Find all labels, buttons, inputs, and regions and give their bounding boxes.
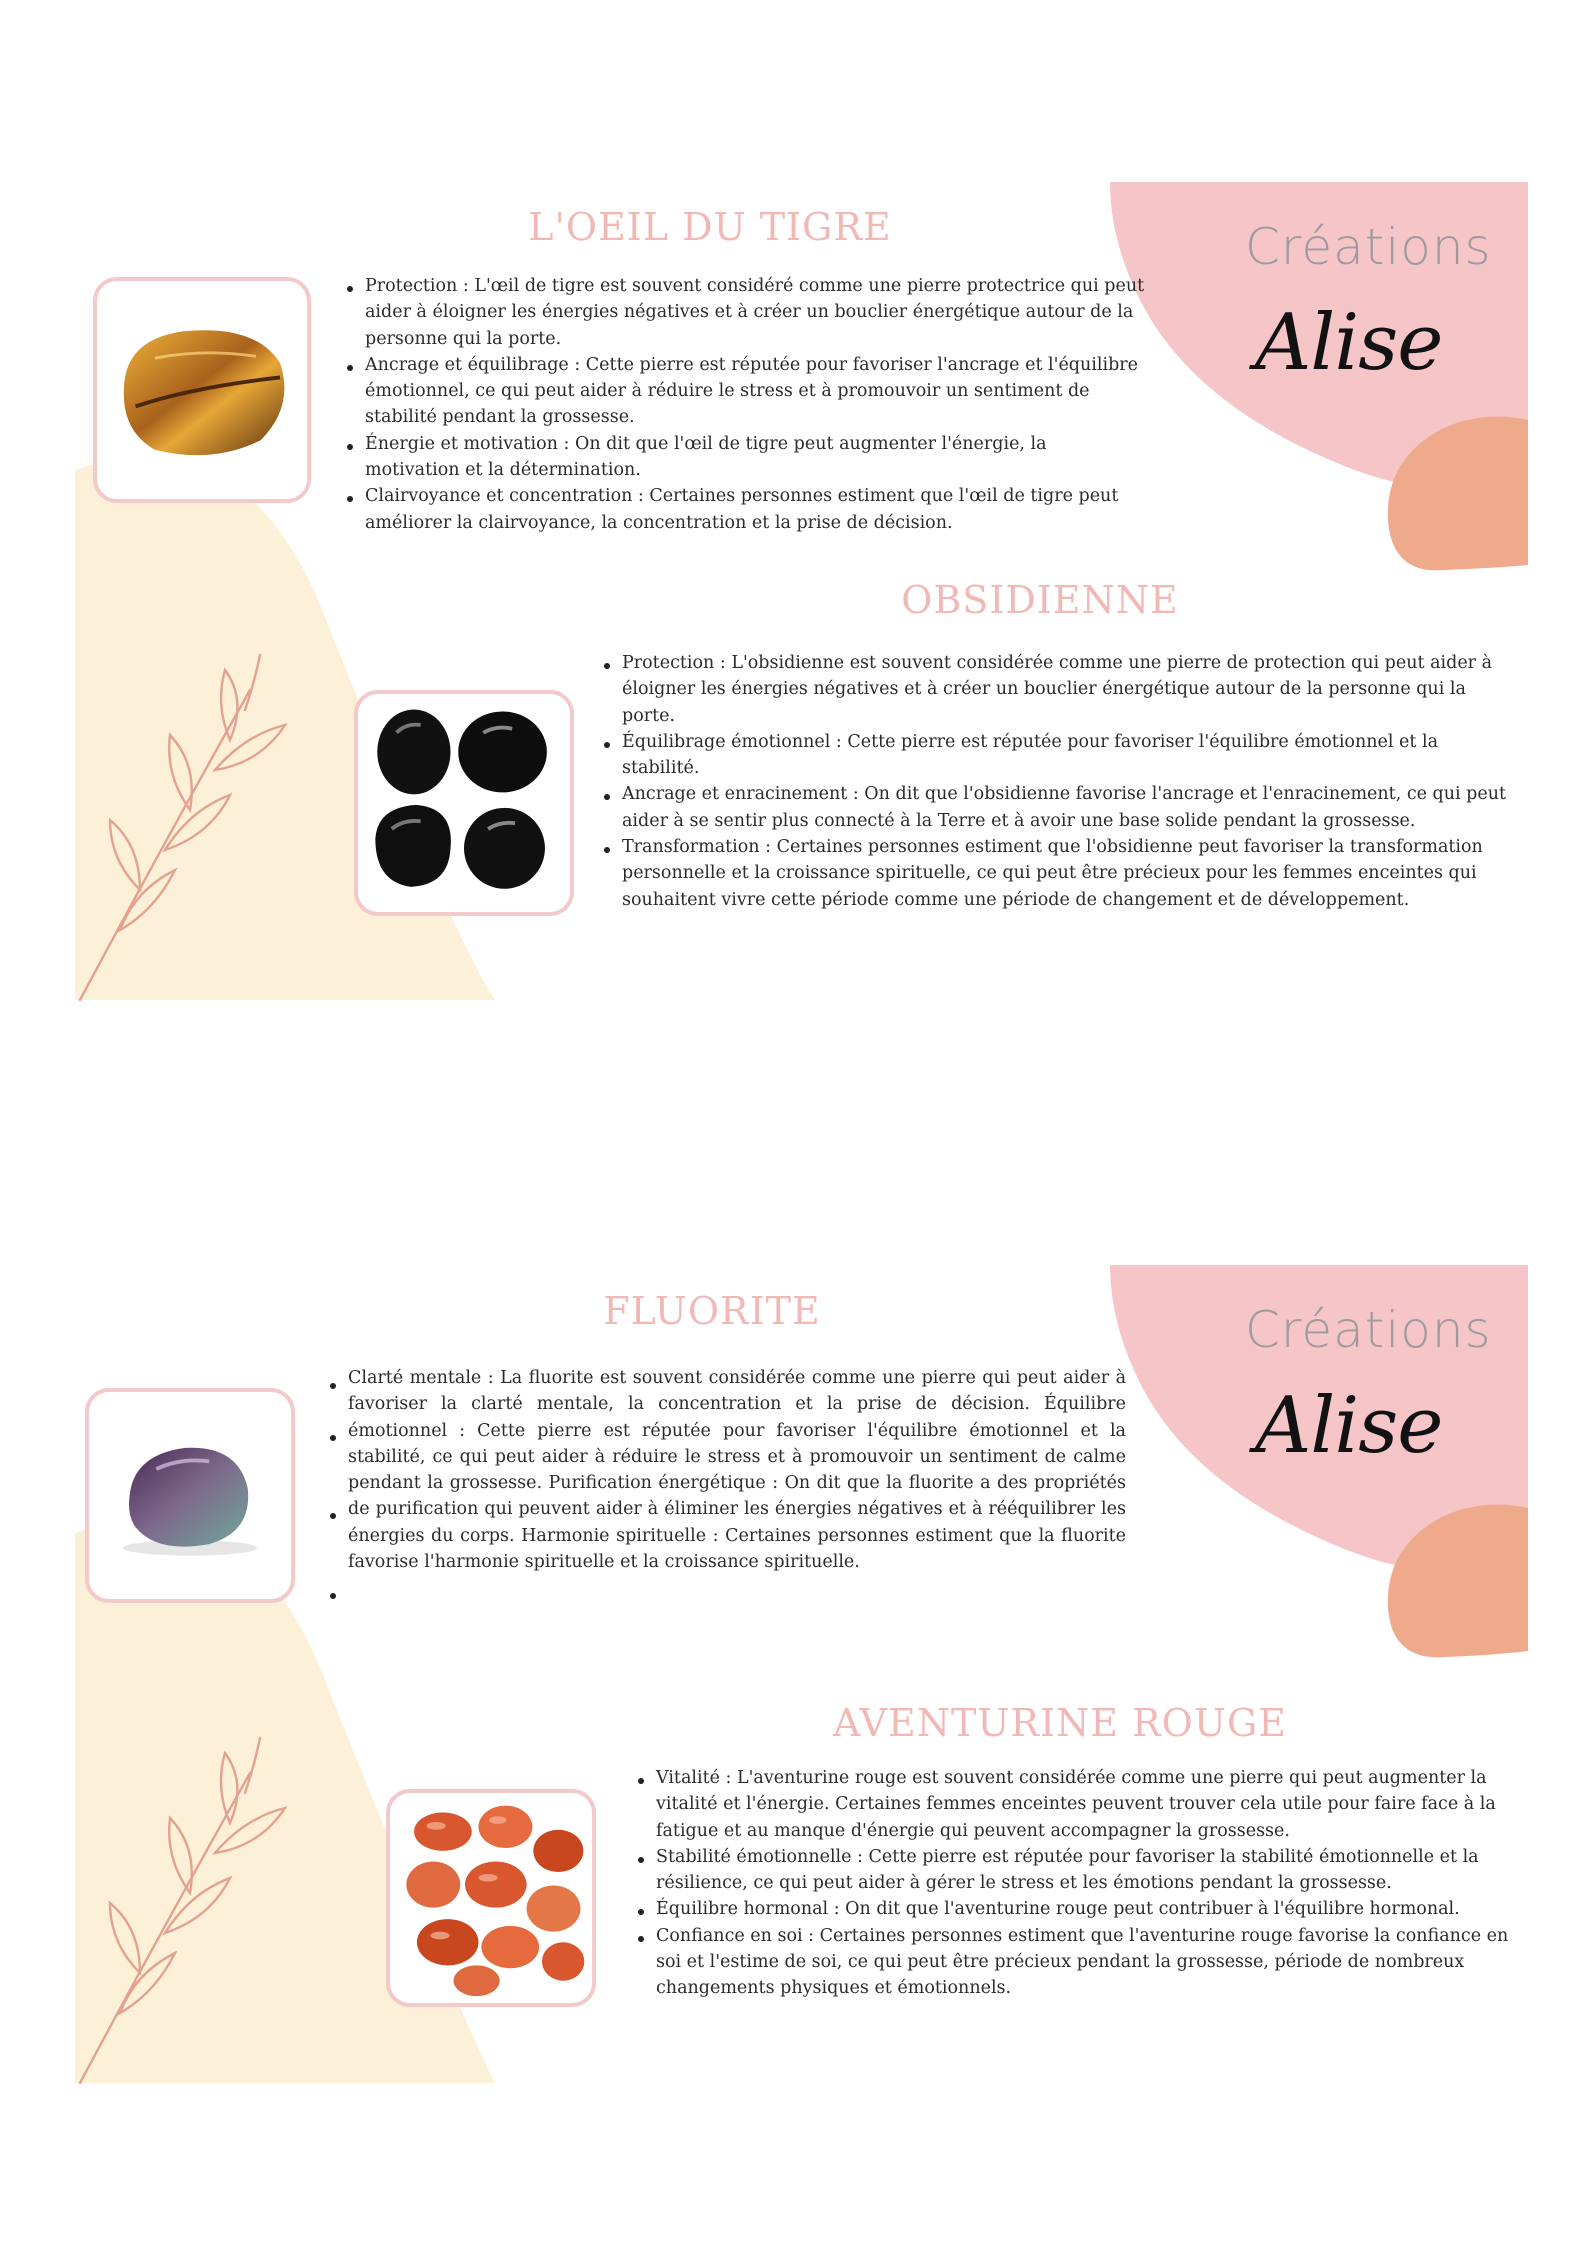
obsidian-stones-icon (358, 694, 570, 912)
brand-creations-label: Créations (1245, 218, 1492, 276)
heading-tiger-eye: L'OEIL DU TIGRE (528, 205, 892, 249)
heading-aventurine-rouge: AVENTURINE ROUGE (833, 1701, 1287, 1745)
list-item: Énergie et motivation : On dit que l'œil de tigre peut augmenter l'énergie, la motivation et la détermination. (365, 431, 1145, 484)
obsidian-list (600, 650, 1512, 913)
page-panel-top (0, 170, 1591, 1170)
fluorite-stone-icon (89, 1392, 291, 1599)
list-item: Vitalité : L'aventurine rouge est souvent considérée comme une pierre qui peut augmenter la vitalité et l'énergie. Certaines femmes enceintes peuvent trouver cela utile pour faire face à la fatigue et au manque d'énergie qui peuvent accompagner la grossesse. (656, 1765, 1526, 1844)
tiger-eye-stone-icon (97, 281, 307, 499)
tiger-eye-photo (93, 277, 311, 503)
bullet-dot (330, 1513, 336, 1519)
heading-obsidienne: OBSIDIENNE (901, 578, 1179, 622)
list-item: Protection : L'œil de tigre est souvent considéré comme une pierre protectrice qui peut aider à éloigner les énergies négatives et à créer un bouclier énergétique autour de la personne qui la porte. (365, 273, 1145, 352)
tiger-eye-list (343, 273, 1145, 536)
page-panel-bottom (0, 1253, 1591, 2253)
list-item: Stabilité émotionnelle : Cette pierre est réputée pour favoriser la stabilité émotionnelle et la résilience, ce qui peut aider à gérer le stress et les émotions pendant la grossesse. (656, 1844, 1526, 1897)
fluorite-photo (85, 1388, 295, 1603)
bullet-dot (330, 1435, 336, 1441)
aventurine-list (634, 1765, 1526, 2002)
list-item: Ancrage et équilibrage : Cette pierre est réputée pour favoriser l'ancrage et l'équilibre émotionnel, ce qui peut aider à réduire le stress et à promouvoir un sentiment de stabilité pendant la grossesse. (365, 352, 1145, 431)
bullet-dot (330, 1383, 336, 1389)
red-aventurine-stones-icon (390, 1793, 592, 2003)
aventurine-photo (386, 1789, 596, 2007)
brand-name-logo: Alise (1255, 1381, 1443, 1471)
brand-creations-label: Créations (1245, 1301, 1492, 1359)
list-item: Ancrage et enracinement : On dit que l'obsidienne favorise l'ancrage et l'enracinement, ce qui peut aider à se sentir plus connecté à la Terre et à avoir une base solide pendant la grossesse. (622, 781, 1512, 834)
obsidian-photo (354, 690, 574, 916)
list-item: Protection : L'obsidienne est souvent considérée comme une pierre de protection qui peut aider à éloigner les énergies négatives et à créer un bouclier énergétique autour de la personne qui la porte. (622, 650, 1512, 729)
list-item: Clairvoyance et concentration : Certaines personnes estiment que l'œil de tigre peut améliorer la clairvoyance, la concentration et la prise de décision. (365, 483, 1145, 536)
bullet-dot (330, 1593, 336, 1599)
fluorite-text: Clarté mentale : La fluorite est souvent considérée comme une pierre qui peut aider à favoriser la clarté mentale, la concentration et la prise de décision. Équilibre émotionnel : Cette pierre est réputée pour favoriser l'équilibre émotionnel et la stabilité, ce qui peut aider à réduire le stress et à promouvoir un sentiment de calme pendant la grossesse. Purification énergétique : On dit que la fluorite a des propriétés de purification qui peuvent aider à éliminer les énergies négatives et à rééquilibrer les énergies du corps. Harmonie spirituelle : Certaines personnes estiment que la fluorite favorise l'harmonie spirituelle et la croissance spirituelle. (348, 1368, 1126, 1573)
list-item: Confiance en soi : Certaines personnes estiment que l'aventurine rouge favorise la confiance en soi et l'estime de soi, ce qui peut être précieux pendant la grossesse, période de nombreux changements physiques et émotionnels. (656, 1923, 1526, 2002)
heading-fluorite: FLUORITE (603, 1289, 821, 1333)
list-item: Équilibrage émotionnel : Cette pierre est réputée pour favoriser l'équilibre émotionnel et la stabilité. (622, 729, 1512, 782)
list-item: Transformation : Certaines personnes estiment que l'obsidienne peut favoriser la transformation personnelle et la croissance spirituelle, ce qui peut être précieux pour les femmes enceintes qui souhaitent vivre cette période comme une période de changement et de développement. (622, 834, 1512, 913)
list-item: Équilibre hormonal : On dit que l'aventurine rouge peut contribuer à l'équilibre hormonal. (656, 1896, 1526, 1922)
brand-name-logo: Alise (1255, 298, 1443, 388)
